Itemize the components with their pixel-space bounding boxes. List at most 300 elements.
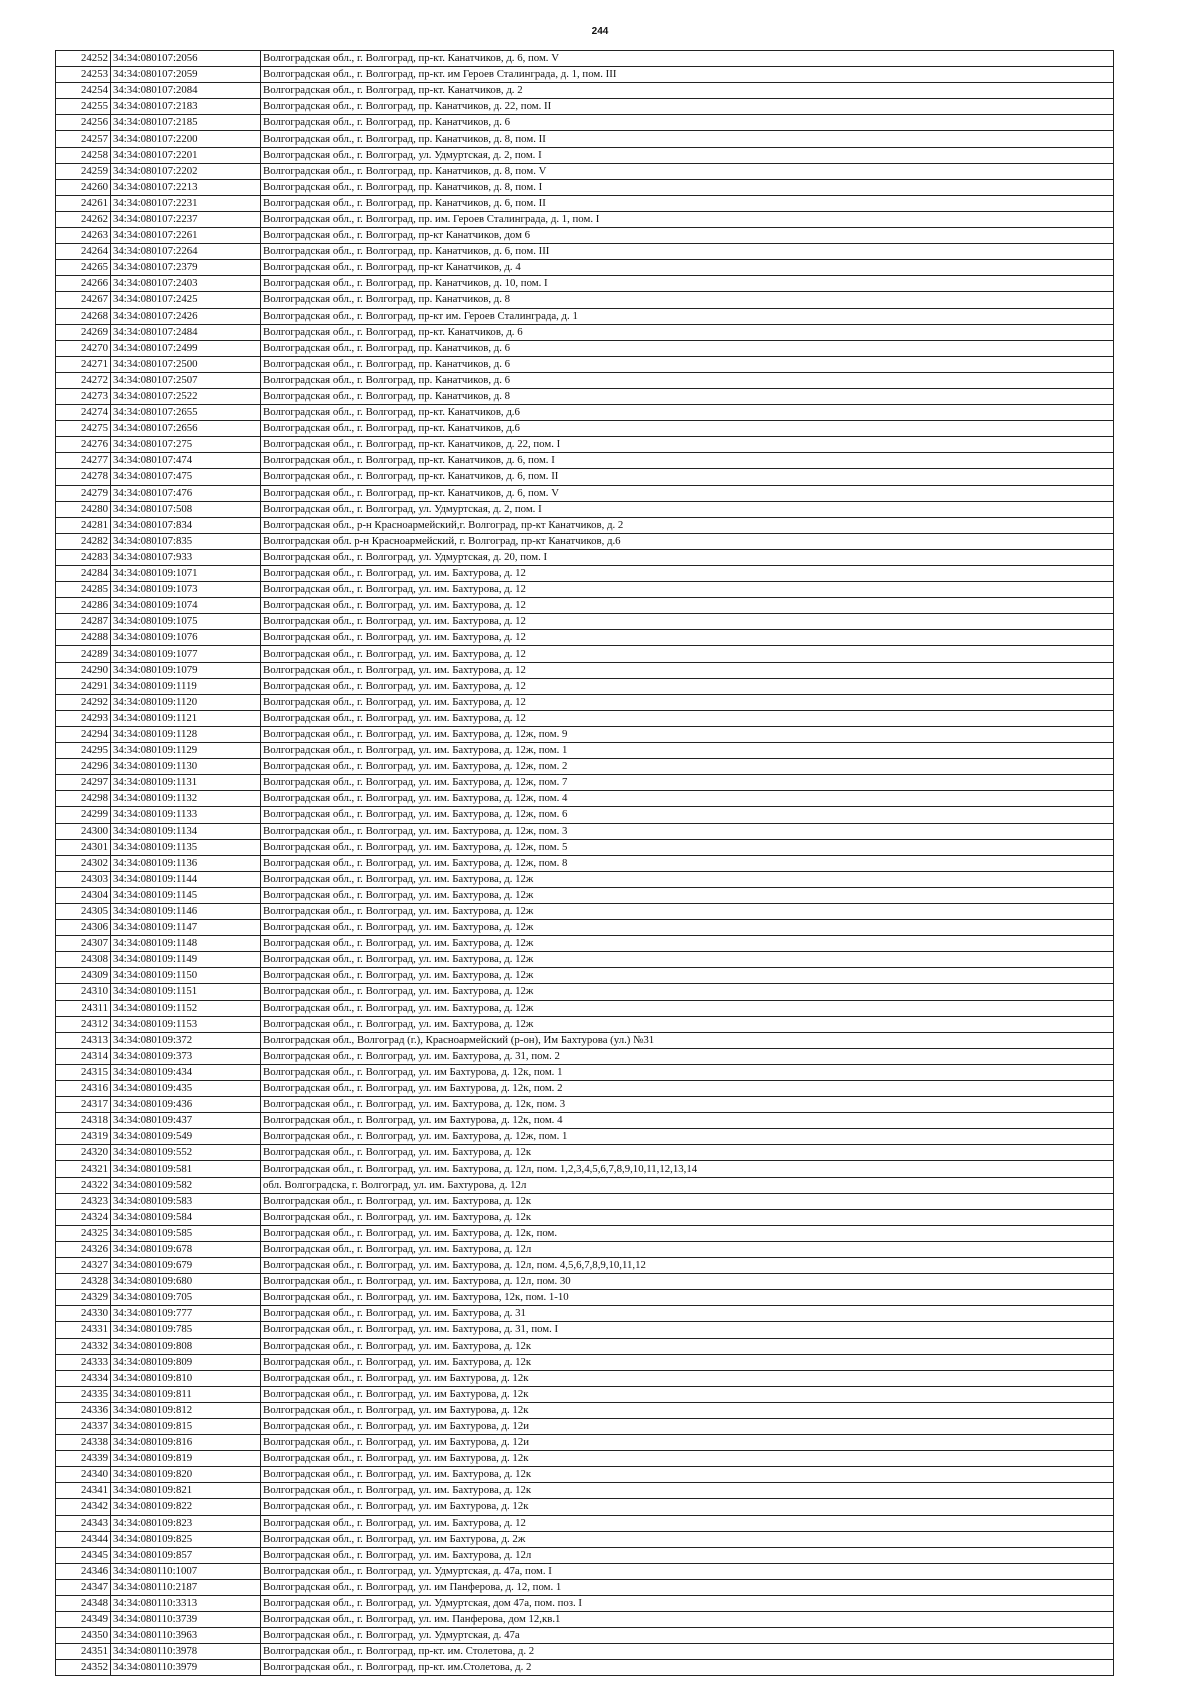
cadastral-number-cell: 34:34:080109:1147 — [111, 920, 261, 936]
address-cell: Волгоградская обл., г. Волгоград, ул. им. Бахтурова, д. 12 — [261, 1515, 1114, 1531]
cadastral-number-cell: 34:34:080109:1135 — [111, 839, 261, 855]
table-row — [56, 1048, 1114, 1064]
address-cell: Волгоградская обл., г. Волгоград, ул. им. Бахтурова, д. 12к — [261, 1354, 1114, 1370]
row-number-cell: 24317 — [56, 1097, 111, 1113]
row-number-cell: 24345 — [56, 1547, 111, 1563]
table-row — [56, 1258, 1114, 1274]
row-number-cell: 24350 — [56, 1628, 111, 1644]
row-number-cell: 24346 — [56, 1563, 111, 1579]
cadastral-number-cell: 34:34:080107:275 — [111, 437, 261, 453]
address-cell: Волгоградская обл., г. Волгоград, ул. им. Бахтурова, д. 12 — [261, 614, 1114, 630]
row-number-cell: 24339 — [56, 1451, 111, 1467]
table-row — [56, 1563, 1114, 1579]
address-cell: Волгоградская обл., г. Волгоград, ул. им. Бахтурова, д. 12ж — [261, 871, 1114, 887]
address-cell: Волгоградская обл., г. Волгоград, ул. им Бахтурова, д. 12к — [261, 1402, 1114, 1418]
row-number-cell: 24329 — [56, 1290, 111, 1306]
cadastral-number-cell: 34:34:080110:3313 — [111, 1596, 261, 1612]
cadastral-number-cell: 34:34:080107:2084 — [111, 83, 261, 99]
table-row — [56, 1660, 1114, 1676]
row-number-cell: 24337 — [56, 1418, 111, 1434]
table-row — [56, 984, 1114, 1000]
address-cell: Волгоградская обл., г. Волгоград, пр. Канатчиков, д. 6 — [261, 340, 1114, 356]
row-number-cell: 24301 — [56, 839, 111, 855]
table-row — [56, 1032, 1114, 1048]
table-row — [56, 1547, 1114, 1563]
address-cell: Волгоградская обл., г. Волгоград, ул. им. Бахтурова, д. 12л, пом. 1,2,3,4,5,6,7,8,9,10,11,12,13,14 — [261, 1161, 1114, 1177]
address-cell: Волгоградская обл., г. Волгоград, пр. Канатчиков, д. 8, пом. II — [261, 131, 1114, 147]
address-cell: Волгоградская обл., г. Волгоград, пр-кт. Канатчиков, д. 6, пом. V — [261, 485, 1114, 501]
table-row — [56, 549, 1114, 565]
cadastral-number-cell: 34:34:080109:1079 — [111, 662, 261, 678]
cadastral-number-cell: 34:34:080109:1075 — [111, 614, 261, 630]
address-cell: Волгоградская обл., г. Волгоград, ул. им. Бахтурова, д. 12ж, пом. 9 — [261, 726, 1114, 742]
row-number-cell: 24262 — [56, 211, 111, 227]
cadastral-number-cell: 34:34:080109:1144 — [111, 871, 261, 887]
row-number-cell: 24284 — [56, 566, 111, 582]
address-cell: Волгоградская обл., г. Волгоград, пр. Канатчиков, д. 22, пом. II — [261, 99, 1114, 115]
cadastral-number-cell: 34:34:080107:2522 — [111, 388, 261, 404]
address-cell: Волгоградская обл., г. Волгоград, ул. Удмуртская, д. 2, пом. I — [261, 501, 1114, 517]
cadastral-number-cell: 34:34:080109:372 — [111, 1032, 261, 1048]
cadastral-number-cell: 34:34:080109:810 — [111, 1370, 261, 1386]
cadastral-number-cell: 34:34:080109:1146 — [111, 903, 261, 919]
table-row — [56, 903, 1114, 919]
table-row — [56, 1177, 1114, 1193]
address-cell: Волгоградская обл., г. Волгоград, ул. Удмуртская, д. 47а — [261, 1628, 1114, 1644]
cadastral-number-cell: 34:34:080109:582 — [111, 1177, 261, 1193]
cadastral-number-cell: 34:34:080109:435 — [111, 1081, 261, 1097]
table-row — [56, 99, 1114, 115]
row-number-cell: 24272 — [56, 372, 111, 388]
address-cell: Волгоградская обл., г. Волгоград, пр-кт. Канатчиков, д.6 — [261, 421, 1114, 437]
address-cell: Волгоградская обл., г. Волгоград, пр. Канатчиков, д. 6 — [261, 372, 1114, 388]
row-number-cell: 24348 — [56, 1596, 111, 1612]
cadastral-number-cell: 34:34:080109:552 — [111, 1145, 261, 1161]
row-number-cell: 24323 — [56, 1193, 111, 1209]
address-cell: Волгоградская обл., г. Волгоград, ул. им Бахтурова, д. 12к, пом. 2 — [261, 1081, 1114, 1097]
row-number-cell: 24292 — [56, 694, 111, 710]
table-row — [56, 501, 1114, 517]
table-row — [56, 823, 1114, 839]
address-cell: Волгоградская обл., г. Волгоград, пр-кт Канатчиков, дом 6 — [261, 228, 1114, 244]
table-row — [56, 887, 1114, 903]
table-row — [56, 211, 1114, 227]
row-number-cell: 24300 — [56, 823, 111, 839]
address-cell: Волгоградская обл., г. Волгоград, ул. Удмуртская, дом 47а, пом. поз. I — [261, 1596, 1114, 1612]
cadastral-number-cell: 34:34:080107:2059 — [111, 67, 261, 83]
cadastral-number-cell: 34:34:080109:821 — [111, 1483, 261, 1499]
table-row — [56, 630, 1114, 646]
address-cell: Волгоградская обл., г. Волгоград, пр. Канатчиков, д. 6, пом. III — [261, 244, 1114, 260]
table-row — [56, 372, 1114, 388]
cadastral-number-cell: 34:34:080109:1121 — [111, 710, 261, 726]
table-row — [56, 1451, 1114, 1467]
table-row — [56, 147, 1114, 163]
page-number: 244 — [591, 26, 609, 37]
address-cell: Волгоградская обл., Волгоград (г.), Красноармейский (р-он), Им Бахтурова (ул.) №31 — [261, 1032, 1114, 1048]
address-cell: Волгоградская обл., г. Волгоград, пр-кт. Канатчиков, д. 6 — [261, 324, 1114, 340]
cadastral-number-cell: 34:34:080107:2500 — [111, 356, 261, 372]
table-row — [56, 566, 1114, 582]
cadastral-number-cell: 34:34:080107:933 — [111, 549, 261, 565]
address-cell: Волгоградская обл., г. Волгоград, пр-кт. Канатчиков, д. 2 — [261, 83, 1114, 99]
registry-table — [55, 50, 1114, 1676]
row-number-cell: 24304 — [56, 887, 111, 903]
table-row — [56, 598, 1114, 614]
row-number-cell: 24268 — [56, 308, 111, 324]
address-cell: Волгоградская обл., г. Волгоград, ул. им. Бахтурова, д. 12 — [261, 694, 1114, 710]
address-cell: Волгоградская обл., г. Волгоград, ул. им. Бахтурова, д. 31, пом. I — [261, 1322, 1114, 1338]
address-cell: Волгоградская обл., г. Волгоград, ул. им Бахтурова, д. 12и — [261, 1418, 1114, 1434]
cadastral-number-cell: 34:34:080109:823 — [111, 1515, 261, 1531]
row-number-cell: 24302 — [56, 855, 111, 871]
cadastral-number-cell: 34:34:080107:508 — [111, 501, 261, 517]
address-cell: Волгоградская обл., г. Волгоград, ул. им Бахтурова, д. 12к — [261, 1370, 1114, 1386]
address-cell: Волгоградская обл., г. Волгоград, ул. им. Бахтурова, д. 12к — [261, 1483, 1114, 1499]
row-number-cell: 24277 — [56, 453, 111, 469]
cadastral-number-cell: 34:34:080109:1134 — [111, 823, 261, 839]
row-number-cell: 24260 — [56, 179, 111, 195]
table-row — [56, 308, 1114, 324]
table-row — [56, 356, 1114, 372]
table-row — [56, 324, 1114, 340]
address-cell: Волгоградская обл., г. Волгоград, ул. им. Бахтурова, д. 12к, пом. — [261, 1225, 1114, 1241]
cadastral-number-cell: 34:34:080109:1119 — [111, 678, 261, 694]
table-row — [56, 453, 1114, 469]
address-cell: Волгоградская обл., г. Волгоград, ул. им. Бахтурова, д. 12л — [261, 1241, 1114, 1257]
table-row — [56, 437, 1114, 453]
row-number-cell: 24306 — [56, 920, 111, 936]
row-number-cell: 24278 — [56, 469, 111, 485]
cadastral-number-cell: 34:34:080109:1151 — [111, 984, 261, 1000]
address-cell: Волгоградская обл., г. Волгоград, ул. им. Бахтурова, д. 12к — [261, 1193, 1114, 1209]
cadastral-number-cell: 34:34:080109:1120 — [111, 694, 261, 710]
address-cell: Волгоградская обл., г. Волгоград, пр. Канатчиков, д. 6, пом. II — [261, 195, 1114, 211]
address-cell: Волгоградская обл., г. Волгоград, ул. им Бахтурова, д. 2ж — [261, 1531, 1114, 1547]
row-number-cell: 24276 — [56, 437, 111, 453]
address-cell: Волгоградская обл., г. Волгоград, ул. Удмуртская, д. 20, пом. I — [261, 549, 1114, 565]
registry-rows — [56, 51, 1114, 1676]
row-number-cell: 24336 — [56, 1402, 111, 1418]
address-cell: Волгоградская обл., г. Волгоград, ул. им. Бахтурова, д. 12ж, пом. 5 — [261, 839, 1114, 855]
row-number-cell: 24264 — [56, 244, 111, 260]
cadastral-number-cell: 34:34:080107:2655 — [111, 405, 261, 421]
row-number-cell: 24294 — [56, 726, 111, 742]
address-cell: Волгоградская обл., г. Волгоград, пр-кт. Канатчиков, д. 6, пом. V — [261, 51, 1114, 67]
row-number-cell: 24280 — [56, 501, 111, 517]
table-row — [56, 228, 1114, 244]
cadastral-number-cell: 34:34:080107:2237 — [111, 211, 261, 227]
row-number-cell: 24285 — [56, 582, 111, 598]
address-cell: Волгоградская обл., г. Волгоград, ул. им Бахтурова, д. 12к — [261, 1499, 1114, 1515]
row-number-cell: 24298 — [56, 791, 111, 807]
cadastral-number-cell: 34:34:080109:1132 — [111, 791, 261, 807]
table-row — [56, 710, 1114, 726]
cadastral-number-cell: 34:34:080107:2183 — [111, 99, 261, 115]
table-row — [56, 1193, 1114, 1209]
address-cell: Волгоградская обл., г. Волгоград, ул. им. Бахтурова, д. 31 — [261, 1306, 1114, 1322]
row-number-cell: 24347 — [56, 1579, 111, 1595]
address-cell: Волгоградская обл., г. Волгоград, ул. им. Бахтурова, д. 12ж — [261, 1000, 1114, 1016]
cadastral-number-cell: 34:34:080109:809 — [111, 1354, 261, 1370]
cadastral-number-cell: 34:34:080109:436 — [111, 1097, 261, 1113]
address-cell: Волгоградская обл., г. Волгоград, ул. им. Бахтурова, д. 12ж — [261, 952, 1114, 968]
cadastral-number-cell: 34:34:080109:581 — [111, 1161, 261, 1177]
cadastral-number-cell: 34:34:080107:2379 — [111, 260, 261, 276]
row-number-cell: 24327 — [56, 1258, 111, 1274]
table-row — [56, 1113, 1114, 1129]
row-number-cell: 24255 — [56, 99, 111, 115]
address-cell: Волгоградская обл., г. Волгоград, пр. им. Героев Сталинграда, д. 1, пом. I — [261, 211, 1114, 227]
row-number-cell: 24289 — [56, 646, 111, 662]
row-number-cell: 24279 — [56, 485, 111, 501]
row-number-cell: 24316 — [56, 1081, 111, 1097]
row-number-cell: 24283 — [56, 549, 111, 565]
address-cell: Волгоградская обл., г. Волгоград, ул. им. Бахтурова, д. 12ж — [261, 968, 1114, 984]
cadastral-number-cell: 34:34:080109:584 — [111, 1209, 261, 1225]
row-number-cell: 24253 — [56, 67, 111, 83]
table-row — [56, 968, 1114, 984]
table-row — [56, 1209, 1114, 1225]
address-cell: Волгоградская обл., г. Волгоград, пр-кт. им. Столетова, д. 2 — [261, 1644, 1114, 1660]
address-cell: Волгоградская обл., г. Волгоград, ул. им. Бахтурова, д. 12л, пом. 30 — [261, 1274, 1114, 1290]
table-row — [56, 292, 1114, 308]
table-row — [56, 871, 1114, 887]
table-row — [56, 1081, 1114, 1097]
table-row — [56, 855, 1114, 871]
row-number-cell: 24310 — [56, 984, 111, 1000]
cadastral-number-cell: 34:34:080109:705 — [111, 1290, 261, 1306]
row-number-cell: 24295 — [56, 743, 111, 759]
row-number-cell: 24305 — [56, 903, 111, 919]
table-row — [56, 115, 1114, 131]
table-row — [56, 759, 1114, 775]
address-cell: Волгоградская обл., г. Волгоград, ул. им Бахтурова, д. 12к — [261, 1386, 1114, 1402]
row-number-cell: 24299 — [56, 807, 111, 823]
table-row — [56, 1354, 1114, 1370]
cadastral-number-cell: 34:34:080109:785 — [111, 1322, 261, 1338]
cadastral-number-cell: 34:34:080109:1071 — [111, 566, 261, 582]
table-row — [56, 260, 1114, 276]
row-number-cell: 24287 — [56, 614, 111, 630]
address-cell: Волгоградская обл., г. Волгоград, ул. Удмуртская, д. 47а, пом. I — [261, 1563, 1114, 1579]
cadastral-number-cell: 34:34:080109:1150 — [111, 968, 261, 984]
row-number-cell: 24267 — [56, 292, 111, 308]
address-cell: Волгоградская обл., г. Волгоград, пр-кт. им.Столетова, д. 2 — [261, 1660, 1114, 1676]
cadastral-number-cell: 34:34:080109:680 — [111, 1274, 261, 1290]
cadastral-number-cell: 34:34:080107:2202 — [111, 163, 261, 179]
address-cell: Волгоградская обл., г. Волгоград, ул. им. Бахтурова, д. 12л — [261, 1547, 1114, 1563]
row-number-cell: 24269 — [56, 324, 111, 340]
cadastral-number-cell: 34:34:080107:2201 — [111, 147, 261, 163]
row-number-cell: 24331 — [56, 1322, 111, 1338]
row-number-cell: 24263 — [56, 228, 111, 244]
row-number-cell: 24309 — [56, 968, 111, 984]
cadastral-number-cell: 34:34:080109:1131 — [111, 775, 261, 791]
row-number-cell: 24342 — [56, 1499, 111, 1515]
row-number-cell: 24266 — [56, 276, 111, 292]
row-number-cell: 24274 — [56, 405, 111, 421]
table-row — [56, 340, 1114, 356]
address-cell: Волгоградская обл., г. Волгоград, пр-кт им. Героев Сталинграда, д. 1 — [261, 308, 1114, 324]
cadastral-number-cell: 34:34:080109:1130 — [111, 759, 261, 775]
row-number-cell: 24252 — [56, 51, 111, 67]
address-cell: Волгоградская обл., г. Волгоград, пр-кт. Канатчиков, д. 22, пом. I — [261, 437, 1114, 453]
address-cell: Волгоградская обл., г. Волгоград, ул. им. Бахтурова, д. 12ж — [261, 1016, 1114, 1032]
address-cell: Волгоградская обл., г. Волгоград, ул. им. Бахтурова, д. 12ж — [261, 984, 1114, 1000]
row-number-cell: 24335 — [56, 1386, 111, 1402]
row-number-cell: 24291 — [56, 678, 111, 694]
table-row — [56, 195, 1114, 211]
address-cell: Волгоградская обл., г. Волгоград, ул. им. Бахтурова, д. 12к — [261, 1145, 1114, 1161]
row-number-cell: 24328 — [56, 1274, 111, 1290]
address-cell: Волгоградская обл., г. Волгоград, ул. им. Бахтурова, д. 12ж — [261, 903, 1114, 919]
row-number-cell: 24343 — [56, 1515, 111, 1531]
row-number-cell: 24322 — [56, 1177, 111, 1193]
cadastral-number-cell: 34:34:080109:812 — [111, 1402, 261, 1418]
address-cell: Волгоградская обл., г. Волгоград, пр-кт. им Героев Сталинграда, д. 1, пом. III — [261, 67, 1114, 83]
row-number-cell: 24338 — [56, 1435, 111, 1451]
cadastral-number-cell: 34:34:080107:2507 — [111, 372, 261, 388]
row-number-cell: 24307 — [56, 936, 111, 952]
cadastral-number-cell: 34:34:080107:2426 — [111, 308, 261, 324]
address-cell: Волгоградская обл., г. Волгоград, ул. им. Панферова, дом 12,кв.1 — [261, 1612, 1114, 1628]
cadastral-number-cell: 34:34:080109:585 — [111, 1225, 261, 1241]
table-row — [56, 405, 1114, 421]
table-row — [56, 533, 1114, 549]
address-cell: Волгоградская обл., г. Волгоград, пр. Канатчиков, д. 8, пом. V — [261, 163, 1114, 179]
table-row — [56, 1241, 1114, 1257]
address-cell: Волгоградская обл., г. Волгоград, ул. им. Бахтурова, д. 12 — [261, 566, 1114, 582]
row-number-cell: 24270 — [56, 340, 111, 356]
table-row — [56, 421, 1114, 437]
table-row — [56, 1225, 1114, 1241]
table-row — [56, 678, 1114, 694]
row-number-cell: 24265 — [56, 260, 111, 276]
table-row — [56, 920, 1114, 936]
cadastral-number-cell: 34:34:080109:679 — [111, 1258, 261, 1274]
cadastral-number-cell: 34:34:080109:857 — [111, 1547, 261, 1563]
table-row — [56, 276, 1114, 292]
cadastral-number-cell: 34:34:080107:2425 — [111, 292, 261, 308]
cadastral-number-cell: 34:34:080109:1077 — [111, 646, 261, 662]
address-cell: Волгоградская обл., г. Волгоград, ул. им. Бахтурова, д. 12 — [261, 662, 1114, 678]
table-row — [56, 131, 1114, 147]
cadastral-number-cell: 34:34:080109:583 — [111, 1193, 261, 1209]
address-cell: Волгоградская обл., г. Волгоград, пр. Канатчиков, д. 6 — [261, 115, 1114, 131]
row-number-cell: 24314 — [56, 1048, 111, 1064]
row-number-cell: 24290 — [56, 662, 111, 678]
table-row — [56, 614, 1114, 630]
address-cell: Волгоградская обл., г. Волгоград, ул. им Бахтурова, д. 12и — [261, 1435, 1114, 1451]
row-number-cell: 24320 — [56, 1145, 111, 1161]
table-row — [56, 1064, 1114, 1080]
cadastral-number-cell: 34:34:080109:1129 — [111, 743, 261, 759]
address-cell: Волгоградская обл., г. Волгоград, ул. им Бахтурова, д. 12к — [261, 1451, 1114, 1467]
table-row — [56, 1129, 1114, 1145]
cadastral-number-cell: 34:34:080109:1153 — [111, 1016, 261, 1032]
table-row — [56, 952, 1114, 968]
cadastral-number-cell: 34:34:080109:1073 — [111, 582, 261, 598]
address-cell: Волгоградская обл., г. Волгоград, ул. им. Бахтурова, д. 12ж, пом. 3 — [261, 823, 1114, 839]
cadastral-number-cell: 34:34:080109:549 — [111, 1129, 261, 1145]
cadastral-number-cell: 34:34:080109:808 — [111, 1338, 261, 1354]
cadastral-number-cell: 34:34:080107:474 — [111, 453, 261, 469]
table-row — [56, 485, 1114, 501]
address-cell: Волгоградская обл., г. Волгоград, ул. им. Бахтурова, д. 12ж, пом. 1 — [261, 1129, 1114, 1145]
address-cell: Волгоградская обл., г. Волгоград, пр-кт. Канатчиков, д. 6, пом. II — [261, 469, 1114, 485]
address-cell: Волгоградская обл., г. Волгоград, пр-кт Канатчиков, д. 4 — [261, 260, 1114, 276]
address-cell: Волгоградская обл., г. Волгоград, ул. Удмуртская, д. 2, пом. I — [261, 147, 1114, 163]
address-cell: Волгоградская обл., г. Волгоград, ул. им. Бахтурова, д. 12 — [261, 630, 1114, 646]
row-number-cell: 24313 — [56, 1032, 111, 1048]
table-row — [56, 1370, 1114, 1386]
address-cell: Волгоградская обл., г. Волгоград, ул. им. Бахтурова, д. 12ж — [261, 887, 1114, 903]
cadastral-number-cell: 34:34:080109:1076 — [111, 630, 261, 646]
row-number-cell: 24254 — [56, 83, 111, 99]
address-cell: Волгоградская обл., г. Волгоград, пр. Канатчиков, д. 8 — [261, 388, 1114, 404]
row-number-cell: 24297 — [56, 775, 111, 791]
address-cell: Волгоградская обл., г. Волгоград, ул. им. Бахтурова, д. 12 — [261, 710, 1114, 726]
row-number-cell: 24333 — [56, 1354, 111, 1370]
row-number-cell: 24341 — [56, 1483, 111, 1499]
address-cell: Волгоградская обл., г. Волгоград, ул. им Бахтурова, д. 12к, пом. 4 — [261, 1113, 1114, 1129]
row-number-cell: 24275 — [56, 421, 111, 437]
cadastral-number-cell: 34:34:080110:3963 — [111, 1628, 261, 1644]
address-cell: Волгоградская обл., г. Волгоград, ул. им. Бахтурова, 12к, пом. 1-10 — [261, 1290, 1114, 1306]
cadastral-number-cell: 34:34:080109:1148 — [111, 936, 261, 952]
row-number-cell: 24352 — [56, 1660, 111, 1676]
table-row — [56, 1644, 1114, 1660]
row-number-cell: 24282 — [56, 533, 111, 549]
address-cell: Волгоградская обл., г. Волгоград, ул. им. Бахтурова, д. 12к — [261, 1338, 1114, 1354]
cadastral-number-cell: 34:34:080109:1149 — [111, 952, 261, 968]
table-row — [56, 1483, 1114, 1499]
cadastral-number-cell: 34:34:080109:819 — [111, 1451, 261, 1467]
row-number-cell: 24312 — [56, 1016, 111, 1032]
cadastral-number-cell: 34:34:080109:822 — [111, 1499, 261, 1515]
address-cell: Волгоградская обл., г. Волгоград, ул. им. Бахтурова, д. 12 — [261, 646, 1114, 662]
cadastral-number-cell: 34:34:080107:476 — [111, 485, 261, 501]
table-row — [56, 1161, 1114, 1177]
cadastral-number-cell: 34:34:080109:820 — [111, 1467, 261, 1483]
address-cell: Волгоградская обл., г. Волгоград, ул. им Бахтурова, д. 12к, пом. 1 — [261, 1064, 1114, 1080]
table-row — [56, 1579, 1114, 1595]
row-number-cell: 24258 — [56, 147, 111, 163]
row-number-cell: 24318 — [56, 1113, 111, 1129]
row-number-cell: 24334 — [56, 1370, 111, 1386]
table-row — [56, 743, 1114, 759]
row-number-cell: 24349 — [56, 1612, 111, 1628]
address-cell: Волгоградская обл., г. Волгоград, ул. им. Бахтурова, д. 12к — [261, 1467, 1114, 1483]
cadastral-number-cell: 34:34:080107:2403 — [111, 276, 261, 292]
cadastral-number-cell: 34:34:080109:816 — [111, 1435, 261, 1451]
cadastral-number-cell: 34:34:080110:2187 — [111, 1579, 261, 1595]
table-row — [56, 582, 1114, 598]
cadastral-number-cell: 34:34:080109:1152 — [111, 1000, 261, 1016]
table-row — [56, 1435, 1114, 1451]
address-cell: Волгоградская обл., г. Волгоград, ул. им. Бахтурова, д. 12л, пом. 4,5,6,7,8,9,10,11,12 — [261, 1258, 1114, 1274]
address-cell: Волгоградская обл., г. Волгоград, пр-кт. Канатчиков, д. 6, пом. I — [261, 453, 1114, 469]
address-cell: Волгоградская обл. р-н Красноармейский, г. Волгоград, пр-кт Канатчиков, д.6 — [261, 533, 1114, 549]
address-cell: Волгоградская обл., г. Волгоград, пр-кт. Канатчиков, д.6 — [261, 405, 1114, 421]
table-row — [56, 1274, 1114, 1290]
cadastral-number-cell: 34:34:080110:3978 — [111, 1644, 261, 1660]
table-row — [56, 1418, 1114, 1434]
table-row — [56, 83, 1114, 99]
table-row — [56, 1290, 1114, 1306]
address-cell: Волгоградская обл., г. Волгоград, пр. Канатчиков, д. 6 — [261, 356, 1114, 372]
